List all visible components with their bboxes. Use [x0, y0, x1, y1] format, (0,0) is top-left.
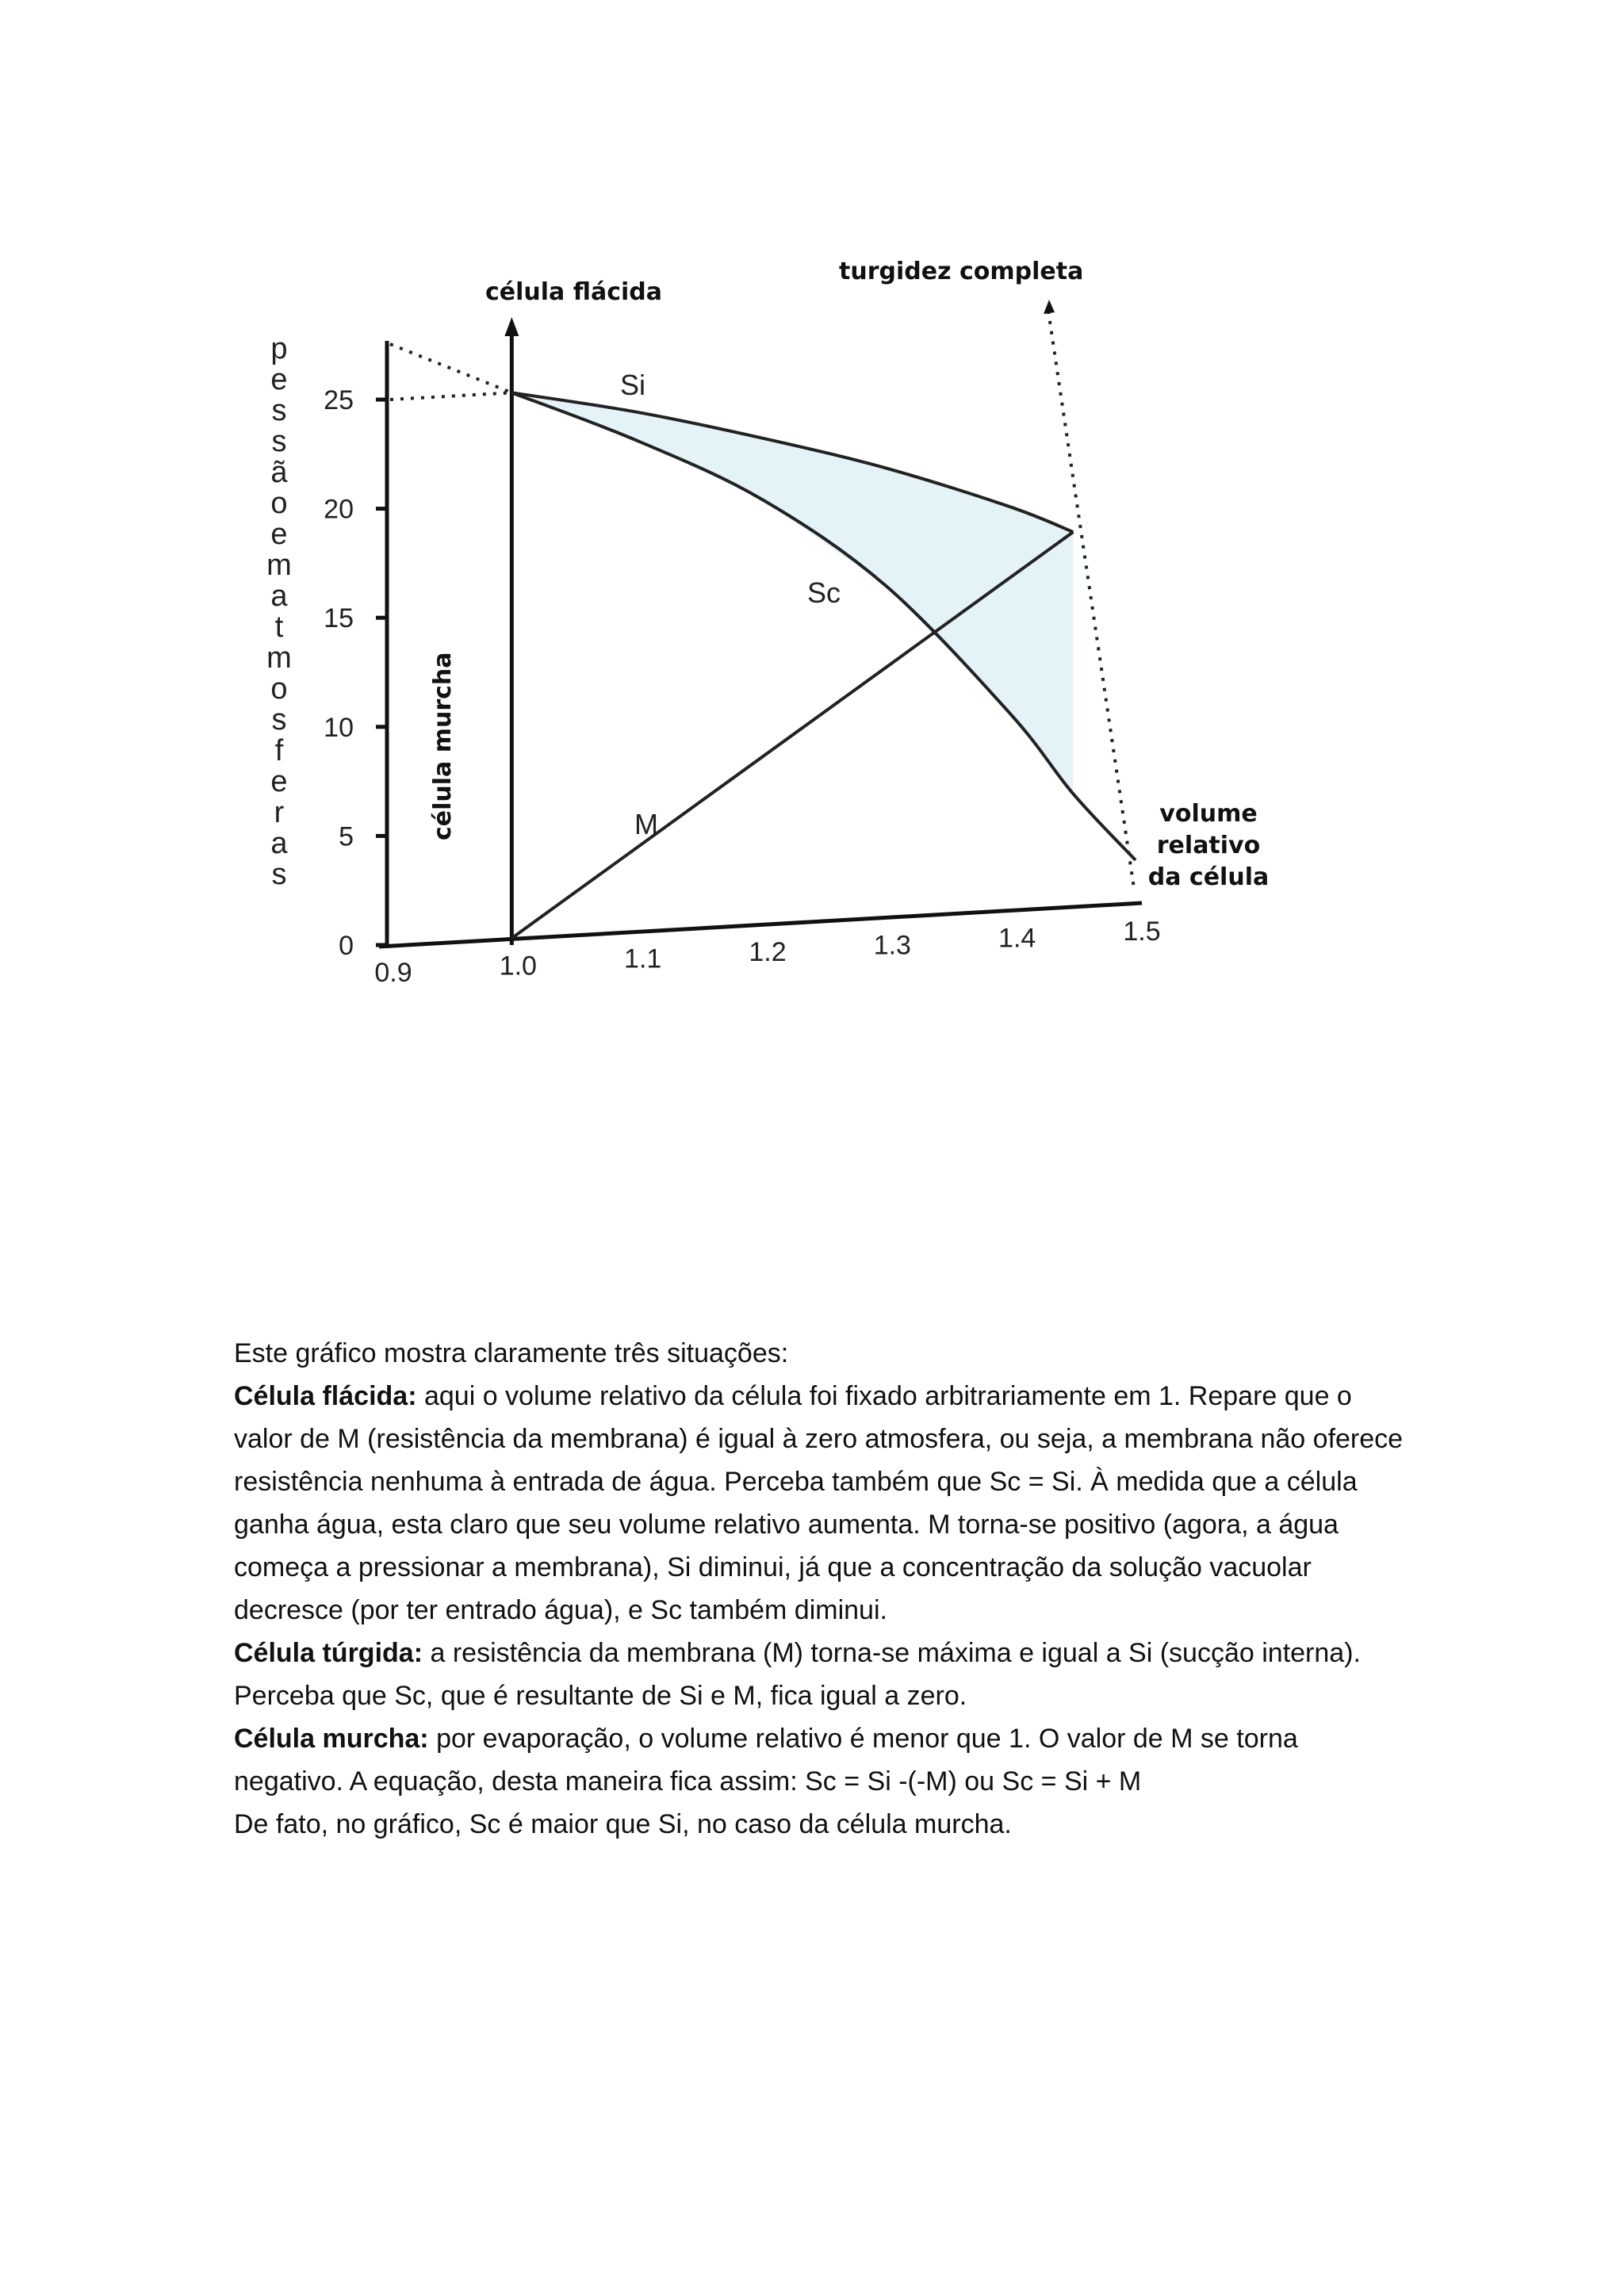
turgida-label: Célula túrgida:	[234, 1638, 423, 1668]
x-tick-label: 1.1	[624, 943, 662, 974]
chart-area	[0, 0, 1624, 1031]
annotation-murcha: célula murcha	[429, 652, 457, 840]
murcha-paragraph	[234, 1717, 1408, 1803]
x-axis-label: volume relativo da célula	[1147, 800, 1270, 891]
x-tick-label: 1.3	[873, 930, 911, 961]
x-tick-label: 1.5	[1123, 916, 1161, 947]
turgida-paragraph	[234, 1632, 1408, 1717]
annotations	[429, 258, 1269, 891]
flacida-paragraph	[234, 1375, 1408, 1632]
series-si-label: Si	[620, 369, 646, 401]
y-tick-label: 15	[324, 603, 354, 634]
annotation-turgidez: turgidez completa	[839, 258, 1084, 285]
flacida-label: Célula flácida:	[234, 1381, 417, 1411]
y-axis-label	[266, 332, 292, 891]
conclusion-paragraph: De fato, no gráfico, Sc é maior que Si, no caso da célula murcha.	[234, 1809, 1012, 1839]
series-m-label: M	[634, 808, 658, 840]
annotation-flacida: célula flácida	[485, 278, 663, 306]
x-tick-label: 1.4	[998, 923, 1036, 954]
series-sc-label: Sc	[807, 576, 841, 609]
intro-paragraph: Este gráfico mostra claramente três situações:	[234, 1338, 789, 1368]
y-tick-label: 5	[339, 821, 354, 852]
y-tick-label: 0	[339, 931, 354, 961]
turgida-text: a resistência da membrana (M) torna-se máxima e igual a Si (sucção interna). Perceba que Sc, que é resultante de Si e M, fica igual a zero.	[234, 1638, 1361, 1711]
x-tick-label: 0.9	[374, 958, 412, 988]
series-m-curve	[511, 532, 1073, 938]
y-tick-label: 20	[324, 494, 354, 525]
y-tick-label: 10	[324, 712, 354, 743]
x-tick-label: 1.2	[749, 937, 787, 967]
y-tick-label: 25	[324, 385, 354, 415]
flacida-arrow	[504, 317, 519, 336]
flacida-text: aqui o volume relativo da célula foi fixado arbitrariamente em 1. Repare que o valor de M (resistência da membrana) é igual à zero atmosfera, ou seja, a membrana não oferece resistência nenhuma à entrada de água. Perceba também que Sc = Si. À medida que a célula ganha água, esta claro que seu volume relativo aumenta. M torna-se positivo (agora, a água começa a pressionar a membrana), Si diminui, já que a concentração da solução vacuolar decresce (por ter entrado água), e Sc também diminui.	[234, 1381, 1404, 1625]
pressure-volume-chart	[0, 0, 1624, 1031]
explanation-text	[234, 1332, 1408, 1846]
dotted-murcha-upper	[390, 344, 511, 392]
dotted-murcha-lower	[390, 392, 511, 400]
murcha-label: Célula murcha:	[234, 1724, 429, 1754]
murcha-text: por evaporação, o volume relativo é menor que 1. O valor de M se torna negativo. A equação, desta maneira fica assim: Sc = Si -(-M) ou Sc = Si + M	[234, 1724, 1298, 1797]
turgidez-arrow	[1044, 300, 1055, 314]
x-tick-label: 1.0	[499, 951, 537, 982]
y-axis-label-text: p e s s ã o e m a t m o s f e r a s	[266, 332, 292, 891]
